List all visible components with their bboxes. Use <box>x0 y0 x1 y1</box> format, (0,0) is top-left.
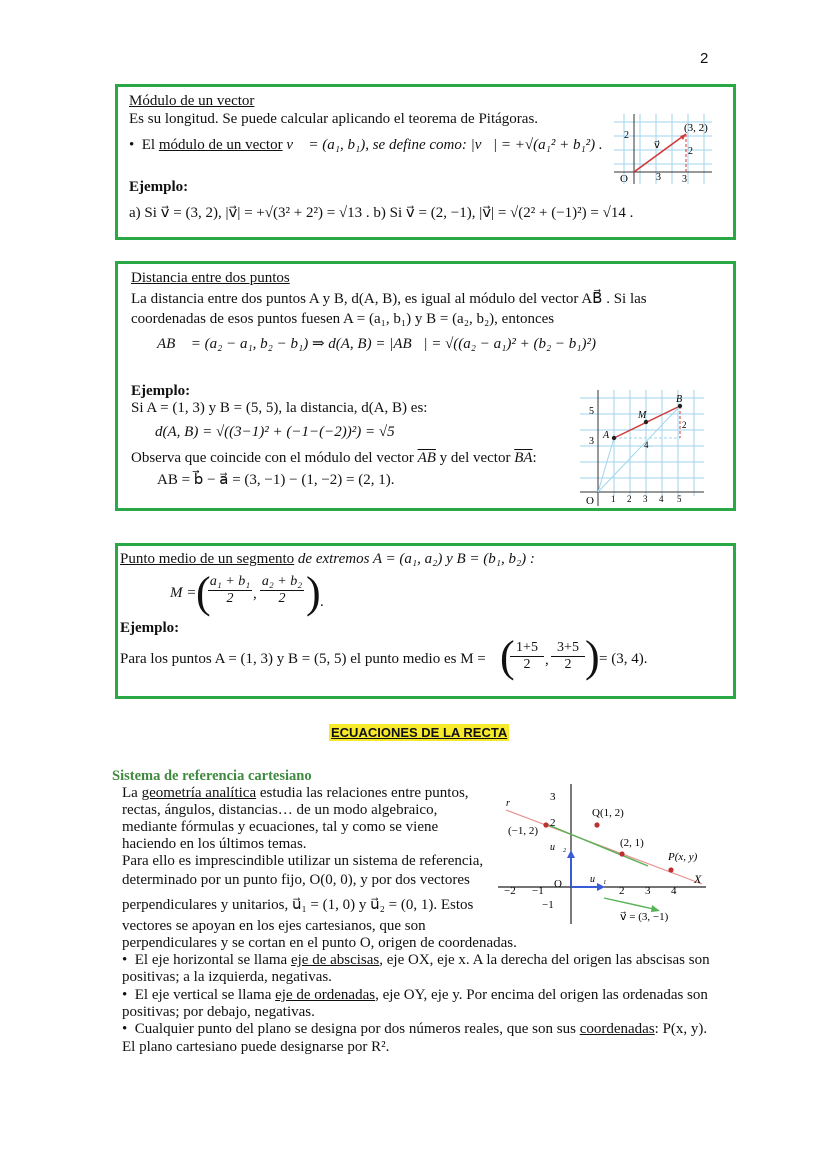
origin: O <box>554 878 562 890</box>
vector-ab: $\overline{AB}$ <box>417 450 436 466</box>
xm1: −1 <box>532 885 544 897</box>
x4: 4 <box>659 494 664 504</box>
pm12-label: (−1, 2) <box>508 825 539 837</box>
cartesiano-head: Sistema de referencia cartesiano <box>112 768 312 784</box>
punto-medio-formula-lhs: M = <box>170 585 197 601</box>
cart-b2-cont: positivas; por debajo, negativas. <box>122 1004 315 1020</box>
ex3-pre: Observa que coincide con el módulo del vector <box>131 450 414 466</box>
abscisas-link[interactable]: eje de abscisas <box>290 952 380 968</box>
cart-l7: perpendiculares y unitarios, u⃗₁ = (1, 0) y u⃗₂ = (0, 1). Estos <box>122 897 474 913</box>
b2-post: , eje OY, eje y. Por encima del origen las ordenadas son <box>375 987 708 1003</box>
grid <box>580 390 704 496</box>
ex-comma: , <box>545 652 549 668</box>
label-dy: 2 <box>682 420 687 430</box>
modulo-intro: Es su longitud. Se puede calcular aplicando el teorema de Pitágoras. <box>129 111 539 127</box>
cartesiano-figure <box>498 784 712 930</box>
pt-21 <box>619 851 624 856</box>
section-title-text: ECUACIONES DE LA RECTA <box>331 725 508 740</box>
num1: a₁ + b₁ <box>209 574 251 589</box>
u2-head <box>567 850 575 858</box>
b3-post: : P(x, y). <box>654 1021 708 1037</box>
geometria-link[interactable]: geometría analítica <box>141 785 257 801</box>
bullet-dot: • <box>129 137 142 153</box>
x-tick-b: 3 <box>682 174 687 185</box>
distancia-figure <box>578 388 708 510</box>
punto-medio-head <box>120 551 535 568</box>
xm2: −2 <box>504 885 516 897</box>
ym1: −1 <box>542 899 554 911</box>
ex-paren-l: ( <box>500 632 515 681</box>
punto-medio-title-rest: de extremos A = (a₁, a₂) y B = (b₁, b₂) : <box>297 551 535 567</box>
y2: 2 <box>550 817 556 829</box>
num2: a₂ + b₂ <box>261 574 303 589</box>
cart-l8: vectores se apoyan en los ejes cartesianos, que son <box>122 918 426 934</box>
l1-post: estudia las relaciones entre puntos, <box>259 785 469 801</box>
den2: 2 <box>278 591 286 606</box>
b1-pre: El eje horizontal se llama <box>134 952 288 968</box>
b2-dot: • <box>122 987 135 1003</box>
b2-pre: El eje vertical se llama <box>134 987 272 1003</box>
distancia-example-label: Ejemplo: <box>131 383 191 399</box>
modulo-formula: v⃗ = (a₁, b₁), se define como: |v⃗| = +√(a₁² + b₁²) . <box>286 137 603 153</box>
x3: 3 <box>645 885 651 897</box>
l1-pre: La <box>122 785 138 801</box>
ex-num2: 3+5 <box>551 640 585 657</box>
distancia-line2: coordenadas de esos puntos fuesen A = (a₁, b₁) y B = (a₂, b₂), entonces <box>131 311 555 327</box>
pt-p <box>668 867 673 872</box>
cart-b2 <box>122 987 708 1004</box>
distancia-ex-line2: d(A, B) = √((3−1)² + (−1−(−2))²) = √5 <box>155 424 395 440</box>
comma: , <box>253 586 257 602</box>
den1: 2 <box>226 591 234 606</box>
ordenadas-link[interactable]: eje de ordenadas <box>275 987 376 1003</box>
pt-q <box>594 822 599 827</box>
r-label: r <box>506 798 510 809</box>
punto-medio-ex-pre: Para los puntos A = (1, 3) y B = (5, 5) el punto medio es M = <box>120 651 486 667</box>
u2-label: u⃗₂ <box>550 842 567 853</box>
y5: 5 <box>589 406 594 417</box>
origin-label: O <box>620 173 628 185</box>
arrow-head <box>680 134 686 140</box>
ex-fraction-2 <box>551 640 585 673</box>
x1: 1 <box>611 494 616 504</box>
ex3-mid: y del vector <box>439 450 511 466</box>
ex-paren-r: ) <box>585 632 600 681</box>
q-label: Q(1, 2) <box>592 807 624 819</box>
page-number: 2 <box>700 50 709 67</box>
ex-num1: 1+5 <box>510 640 544 657</box>
coordenadas-link[interactable]: coordenadas <box>579 1021 655 1037</box>
fraction-1 <box>208 574 252 607</box>
x2: 2 <box>627 494 632 504</box>
vector-ba: $\overline{BA}$ <box>514 450 533 466</box>
p-label: P(x, y) <box>668 851 698 863</box>
formula-paren-r: ) <box>306 568 321 617</box>
x-tick-a: 3 <box>656 172 661 183</box>
vec-label: v⃗ <box>654 140 660 151</box>
section-title <box>329 724 509 742</box>
modulo-example-label: Ejemplo: <box>129 179 189 195</box>
v-label: v⃗ = (3, −1) <box>620 911 669 923</box>
cart-b3 <box>122 1021 707 1038</box>
cart-l3: mediante fórmulas y ecuaciones, tal y como se viene <box>122 819 439 835</box>
punto-medio-ex-post: = (3, 4). <box>599 651 648 667</box>
cart-b1-cont: positivas; a la izquierda, negativas. <box>122 969 332 985</box>
bullet-pre: El <box>141 137 156 153</box>
b3-pre: Cualquier punto del plano se designa por dos números reales, que son sus <box>134 1021 576 1037</box>
y3: 3 <box>550 791 556 803</box>
distancia-ex-line3 <box>131 450 537 467</box>
modulo-figure <box>610 110 716 190</box>
side-label: 2 <box>688 146 693 157</box>
origin: O <box>586 495 594 507</box>
b1-post: , eje OX, eje x. A la derecha del origen las abscisas son <box>379 952 710 968</box>
pt-m12 <box>543 822 548 827</box>
ex3-colon: : <box>532 450 537 466</box>
point-a <box>612 436 616 440</box>
cart-l2: rectas, ángulos, distancias… de un modo algebraico, <box>122 802 438 818</box>
cart-l5: Para ello es imprescindible utilizar un sistema de referencia, <box>122 853 484 869</box>
x3: 3 <box>643 494 648 504</box>
ex-den2: 2 <box>564 657 572 672</box>
formula-paren-l: ( <box>196 568 211 617</box>
x2: 2 <box>619 885 625 897</box>
x5: 5 <box>677 494 682 504</box>
fraction-2 <box>260 574 304 607</box>
ex-fraction-1 <box>510 640 544 673</box>
modulo-link[interactable]: módulo de un vector <box>158 137 283 153</box>
cart-l4: haciendo en los últimos temas. <box>122 836 307 852</box>
cart-l6: determinado por un punto fijo, O(0, 0), y por dos vectores <box>122 872 470 888</box>
v-small <box>604 898 658 910</box>
label-dx: 4 <box>644 440 649 450</box>
modulo-bullet <box>129 137 603 154</box>
modulo-example-text: a) Si v⃗ = (3, 2), |v⃗| = +√(3² + 2²) = √13 . b) Si v⃗ = (2, −1), |v⃗| = √(2² + (−1)²) = √14 . <box>129 205 634 221</box>
cart-last: El plano cartesiano puede designarse por R². <box>122 1039 390 1055</box>
distancia-ex-line1: Si A = (1, 3) y B = (5, 5), la distancia, d(A, B) es: <box>131 400 428 416</box>
ex-den1: 2 <box>523 657 531 672</box>
distancia-ex-line4: AB = b⃗ − a⃗ = (3, −1) − (1, −2) = (2, 1). <box>157 472 395 488</box>
x-label: X <box>694 872 702 886</box>
b3-dot: • <box>122 1021 135 1037</box>
distancia-title: Distancia entre dos puntos <box>131 270 290 286</box>
punto-medio-title: Punto medio de un segmento <box>120 551 295 567</box>
distancia-formula: AB⃗ = (a₂ − a₁, b₂ − b₁) ⇒ d(A, B) = |AB⃗| = √((a₂ − a₁)² + (b₂ − b₁)²) <box>157 336 596 352</box>
label-a: A <box>603 430 610 441</box>
vector-v <box>634 134 686 172</box>
x4: 4 <box>671 885 677 897</box>
cart-l1 <box>122 785 469 802</box>
distancia-line1: La distancia entre dos puntos A y B, d(A, B), es igual al módulo del vector AB⃗ . Si las <box>131 291 647 307</box>
label-m: M <box>638 410 647 421</box>
b1-dot: • <box>122 952 135 968</box>
formula-dot: . <box>320 594 324 610</box>
cart-l9: perpendiculares y se cortan en el punto O, origen de coordenadas. <box>122 935 517 951</box>
y-tick: 2 <box>624 130 629 141</box>
p21-label: (2, 1) <box>620 837 644 849</box>
point-label: (3, 2) <box>684 122 708 134</box>
punto-medio-example-label: Ejemplo: <box>120 620 180 636</box>
line-r <box>506 810 702 884</box>
y3: 3 <box>589 436 594 447</box>
label-b: B <box>676 394 683 405</box>
cart-b1 <box>122 952 710 969</box>
u1-label: u⃗₁ <box>590 874 607 885</box>
modulo-title: Módulo de un vector <box>129 93 255 109</box>
